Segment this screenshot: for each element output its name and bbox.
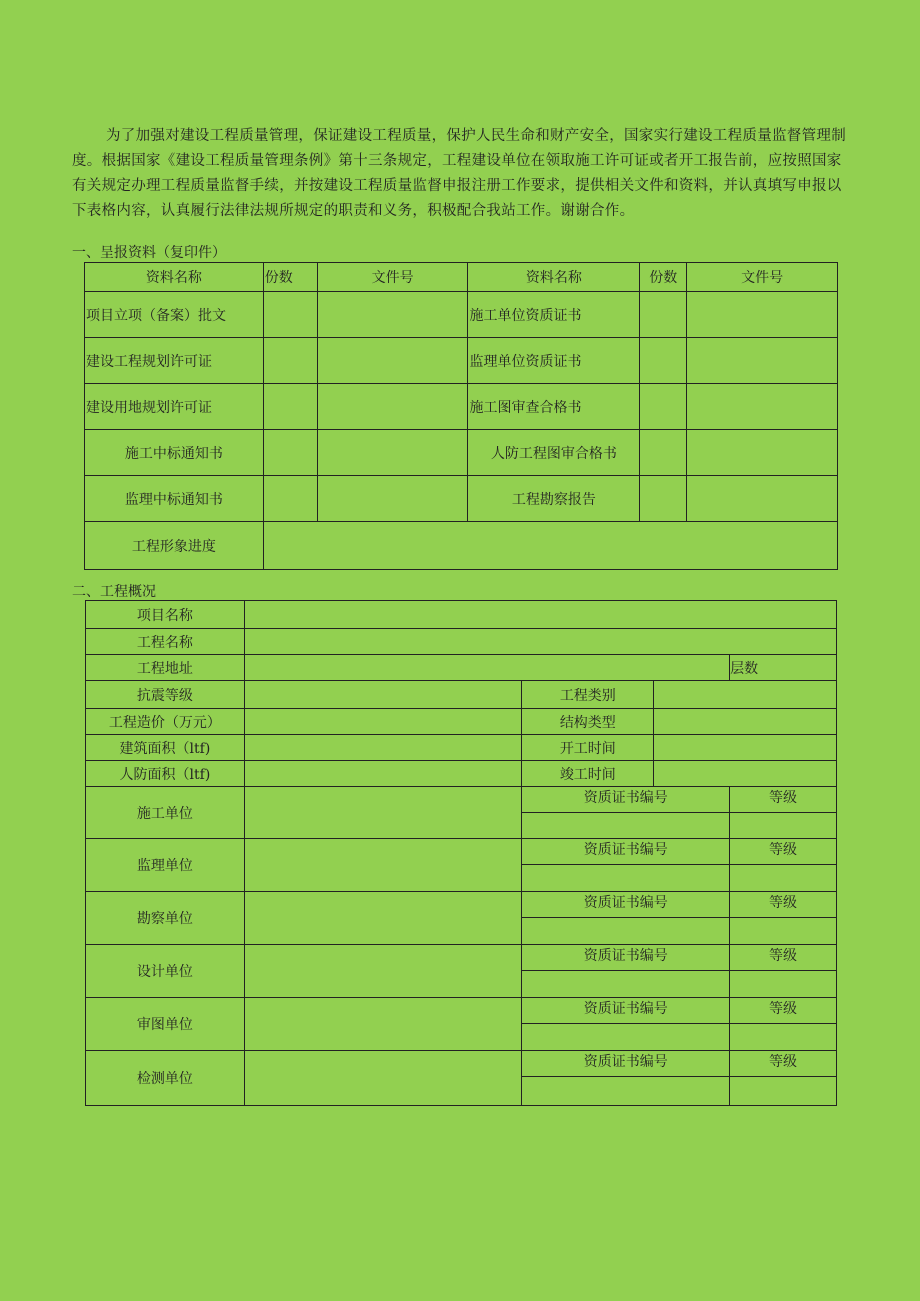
unit-label: 检测单位 — [86, 1051, 245, 1106]
header-copies-2: 份数 — [640, 263, 687, 292]
doc-no-cell[interactable] — [687, 338, 838, 384]
completion-time-value[interactable] — [654, 761, 837, 787]
copies-cell[interactable] — [640, 476, 687, 522]
table-row — [85, 430, 838, 476]
table-row — [86, 655, 837, 681]
copies-cell[interactable] — [263, 384, 317, 430]
unit-row — [86, 945, 837, 971]
grade-label: 等级 — [730, 998, 837, 1024]
table-row — [85, 338, 838, 384]
doc-no-cell[interactable] — [317, 430, 468, 476]
grade-value[interactable] — [730, 865, 837, 892]
engineering-name-value[interactable] — [244, 629, 836, 655]
copies-cell[interactable] — [263, 430, 317, 476]
unit-label: 施工单位 — [86, 787, 245, 839]
material-label: 监理单位资质证书 — [468, 338, 640, 384]
cert-no-label: 资质证书编号 — [522, 839, 730, 865]
copies-cell[interactable] — [263, 476, 317, 522]
seismic-label: 抗震等级 — [86, 681, 245, 709]
grade-label: 等级 — [730, 945, 837, 971]
unit-label: 勘察单位 — [86, 892, 245, 945]
cert-no-label: 资质证书编号 — [522, 998, 730, 1024]
project-overview-table — [85, 600, 837, 1106]
header-material-name-2: 资料名称 — [468, 263, 640, 292]
material-label: 人防工程图审合格书 — [468, 430, 640, 476]
copies-cell[interactable] — [640, 384, 687, 430]
unit-row — [86, 839, 837, 865]
address-value[interactable] — [244, 655, 729, 681]
intro-paragraph: 为了加强对建设工程质量管理，保证建设工程质量，保护人民生命和财产安全，国家实行建设工程质量监督管理制度。根据国家《建设工程质量管理条例》第十三条规定，工程建设单位在领取施工许可证或者开工报告前，应按照国家有关规定办理工程质量监督手续，并按建设工程质量监督申报注册工作要求，提供相关文件和资料，并认真填写申报以下表格内容，认真履行法律法规所规定的职责和义务，积极配合我站工作。谢谢合作。 — [72, 128, 846, 219]
structure-value[interactable] — [654, 709, 837, 735]
doc-no-cell[interactable] — [317, 476, 468, 522]
material-label: 施工中标通知书 — [85, 430, 264, 476]
grade-value[interactable] — [730, 813, 837, 839]
header-copies: 份数 — [263, 263, 317, 292]
progress-row — [85, 522, 838, 570]
progress-label: 工程形象进度 — [85, 522, 264, 570]
doc-no-cell[interactable] — [687, 384, 838, 430]
unit-label: 审图单位 — [86, 998, 245, 1051]
doc-no-cell[interactable] — [687, 292, 838, 338]
material-label: 施工图审查合格书 — [468, 384, 640, 430]
doc-no-cell[interactable] — [317, 384, 468, 430]
copies-cell[interactable] — [263, 338, 317, 384]
cert-no-label: 资质证书编号 — [522, 1051, 730, 1077]
table-row — [85, 476, 838, 522]
material-label: 项目立项（备案）批文 — [85, 292, 264, 338]
table-row — [85, 384, 838, 430]
grade-label: 等级 — [730, 892, 837, 918]
section2-title: 二、工程概况 — [72, 584, 156, 600]
cert-no-value[interactable] — [522, 918, 730, 945]
project-name-value[interactable] — [244, 601, 836, 629]
header-material-name: 资料名称 — [85, 263, 264, 292]
grade-label: 等级 — [730, 839, 837, 865]
unit-label: 监理单位 — [86, 839, 245, 892]
category-value[interactable] — [654, 681, 837, 709]
header-doc-no: 文件号 — [317, 263, 468, 292]
table-row — [85, 292, 838, 338]
unit-value[interactable] — [244, 839, 522, 892]
category-label: 工程类别 — [522, 681, 654, 709]
civil-defense-area-label: 人防面积（ltf) — [86, 761, 245, 787]
cert-no-value[interactable] — [522, 813, 730, 839]
completion-time-label: 竣工时间 — [522, 761, 654, 787]
grade-label: 等级 — [730, 787, 837, 813]
unit-row — [86, 892, 837, 918]
unit-value[interactable] — [244, 892, 522, 945]
unit-label: 设计单位 — [86, 945, 245, 998]
material-label: 建设工程规划许可证 — [85, 338, 264, 384]
table-row — [86, 761, 837, 787]
table-row — [86, 709, 837, 735]
floors-label: 层数 — [730, 655, 837, 681]
cert-no-label: 资质证书编号 — [522, 787, 730, 813]
grade-label: 等级 — [730, 1051, 837, 1077]
cert-no-value[interactable] — [522, 865, 730, 892]
structure-label: 结构类型 — [522, 709, 654, 735]
civil-defense-area-value[interactable] — [244, 761, 522, 787]
material-label: 建设用地规划许可证 — [85, 384, 264, 430]
cert-no-value[interactable] — [522, 1024, 730, 1051]
section1-title: 一、呈报资料（复印件） — [72, 245, 226, 261]
building-area-value[interactable] — [244, 735, 522, 761]
start-time-value[interactable] — [654, 735, 837, 761]
start-time-label: 开工时间 — [522, 735, 654, 761]
material-label: 工程勘察报告 — [468, 476, 640, 522]
project-name-label: 项目名称 — [86, 601, 245, 629]
material-label: 监理中标通知书 — [85, 476, 264, 522]
unit-row — [86, 787, 837, 813]
header-doc-no-2: 文件号 — [687, 263, 838, 292]
cert-no-label: 资质证书编号 — [522, 945, 730, 971]
copies-cell[interactable] — [640, 430, 687, 476]
grade-value[interactable] — [730, 971, 837, 998]
table-row — [86, 735, 837, 761]
table-header-row — [85, 263, 838, 292]
seismic-value[interactable] — [244, 681, 522, 709]
copies-cell[interactable] — [640, 338, 687, 384]
unit-row — [86, 1051, 837, 1077]
grade-value[interactable] — [730, 1077, 837, 1106]
unit-row — [86, 998, 837, 1024]
material-label: 施工单位资质证书 — [468, 292, 640, 338]
grade-value[interactable] — [730, 918, 837, 945]
address-label: 工程地址 — [86, 655, 245, 681]
cert-no-value[interactable] — [522, 1077, 730, 1106]
building-area-label: 建筑面积（ltf) — [86, 735, 245, 761]
progress-value-cell[interactable] — [263, 522, 837, 570]
cost-label: 工程造价（万元） — [86, 709, 245, 735]
doc-no-cell[interactable] — [687, 476, 838, 522]
copies-cell[interactable] — [263, 292, 317, 338]
submission-materials-table — [84, 262, 838, 570]
unit-value[interactable] — [244, 787, 522, 839]
doc-no-cell[interactable] — [317, 292, 468, 338]
copies-cell[interactable] — [640, 292, 687, 338]
table-row — [86, 681, 837, 709]
doc-no-cell[interactable] — [687, 430, 838, 476]
grade-value[interactable] — [730, 1024, 837, 1051]
unit-value[interactable] — [244, 1051, 522, 1106]
unit-value[interactable] — [244, 945, 522, 998]
table-row — [86, 601, 837, 629]
cost-value[interactable] — [244, 709, 522, 735]
cert-no-value[interactable] — [522, 971, 730, 998]
doc-no-cell[interactable] — [317, 338, 468, 384]
table-row — [86, 629, 837, 655]
engineering-name-label: 工程名称 — [86, 629, 245, 655]
cert-no-label: 资质证书编号 — [522, 892, 730, 918]
unit-value[interactable] — [244, 998, 522, 1051]
